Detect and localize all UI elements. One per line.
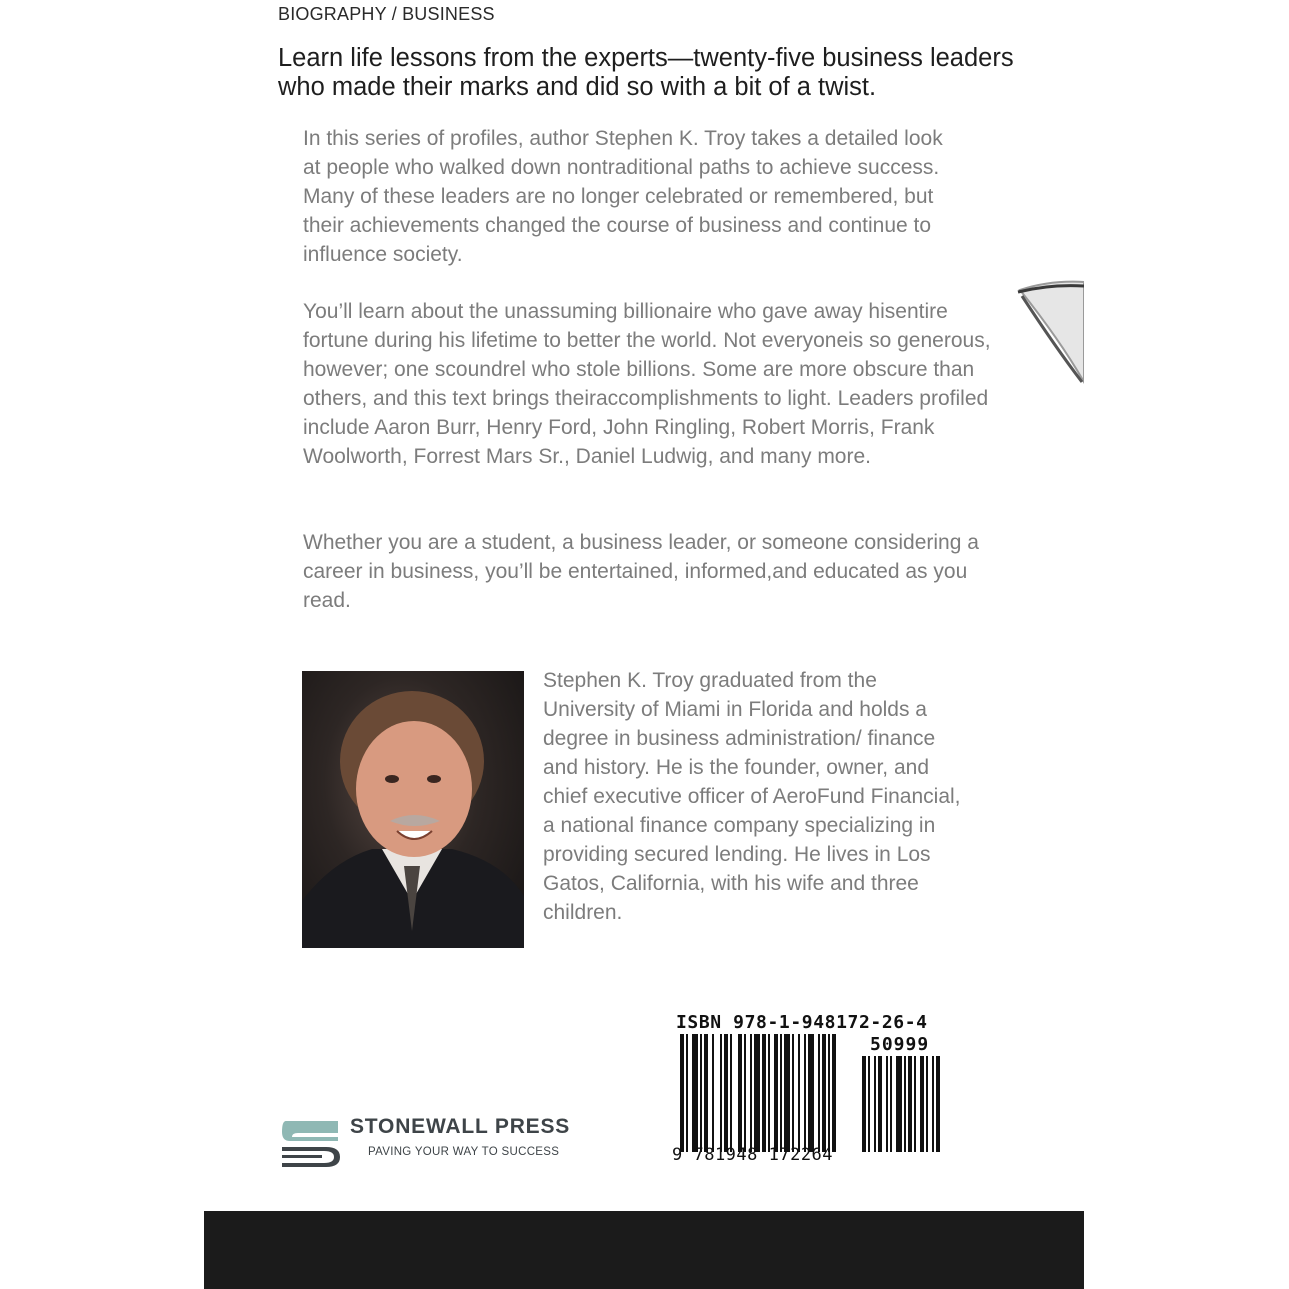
footer-band	[204, 1211, 1084, 1289]
publisher-tagline: PAVING YOUR WAY TO SUCCESS	[368, 1146, 560, 1158]
glass-icon	[1010, 270, 1084, 395]
headline: Learn life lessons from the experts—twenty-five business leaders who made their marks and did so with a bit of a twist.	[278, 44, 1014, 101]
stonewall-logo-icon	[280, 1115, 344, 1171]
barcode-bars	[672, 1034, 952, 1152]
ean-digits: 9 781948 172264	[672, 1145, 834, 1165]
isbn-text: ISBN 978-1-948172-26-4	[676, 1012, 928, 1033]
blurb-paragraph-1: In this series of profiles, author Stephen K. Troy takes a detailed look at people who walked down nontraditional paths to achieve success. Many of these leaders are no longer celebrated or remembered, but their achievements changed the course of business and continue to influence society.	[303, 127, 943, 266]
price-code: 50999	[870, 1034, 930, 1055]
category-label: BIOGRAPHY / BUSINESS	[278, 4, 495, 24]
author-photo	[302, 671, 524, 948]
publisher-logo	[280, 1113, 610, 1173]
blurb-paragraph-2: You’ll learn about the unassuming billionaire who gave away hisentire fortune during his lifetime to better the world. Not everyoneis so generous, however; one scoundrel who stole billions. Some are more obscure than others, and this text brings theiraccomplishments to light. Leaders profiled include Aaron Burr, Henry Ford, John Ringling, Robert Morris, Frank Woolworth, Forrest Mars Sr., Daniel Ludwig, and many more.	[303, 300, 991, 468]
author-bio: Stephen K. Troy graduated from the University of Miami in Florida and holds a degree in business administration/ finance and history. He is the founder, owner, and chief executive officer of AeroFund Financial, a national finance company specializing in providing secured lending. He lives in Los Gatos, California, with his wife and three children.	[543, 669, 961, 924]
publisher-name: STONEWALL PRESS	[350, 1115, 571, 1138]
blurb-paragraph-3: Whether you are a student, a business leader, or someone considering a career in business, you’ll be entertained, informed,and educated as you read.	[303, 531, 979, 612]
